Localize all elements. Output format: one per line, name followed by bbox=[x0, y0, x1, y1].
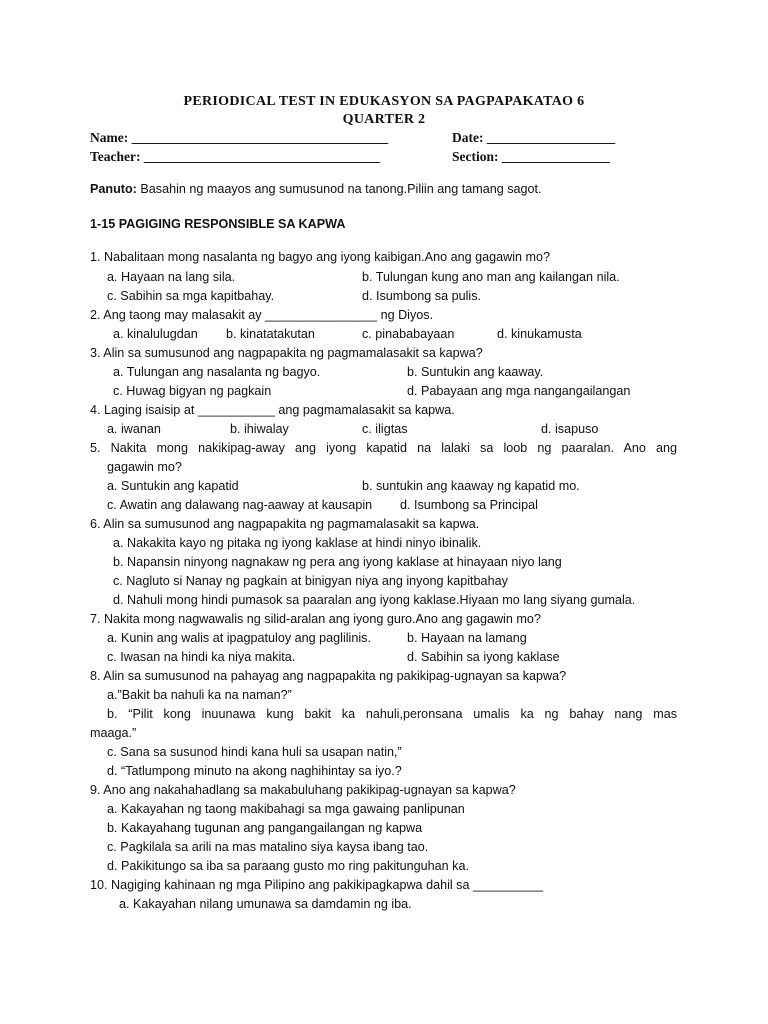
page-subtitle: QUARTER 2 bbox=[342, 112, 426, 127]
question-8: 8. Alin sa sumusunod na pahayag ang nagpapakita ng pakikipag-ugnayan sa kapwa? bbox=[90, 669, 567, 683]
q10-choice-a: a. Kakayahan nilang umunawa sa damdamin ng iba. bbox=[119, 897, 412, 911]
q4-choice-d: d. isapuso bbox=[541, 422, 599, 436]
question-2: 2. Ang taong may malasakit ay ________________ ng Diyos. bbox=[90, 308, 434, 322]
q6-choice-c: c. Nagluto si Nanay ng pagkain at binigyan niya ang inyong kapitbahay bbox=[113, 574, 508, 588]
q7-choice-a: a. Kunin ang walis at ipagpatuloy ang paglilinis. bbox=[107, 631, 371, 645]
q2-choice-b: b. kinatatakutan bbox=[226, 327, 315, 341]
question-7: 7. Nakita mong nagwawalis ng silid-aralan ang iyong guro.Ano ang gagawin mo? bbox=[90, 612, 541, 626]
q4-choice-b: b. ihiwalay bbox=[230, 422, 289, 436]
q8-choice-c: c. Sana sa susunod hindi kana huli sa usapan natin,” bbox=[107, 745, 402, 759]
question-1: 1. Nabalitaan mong nasalanta ng bagyo ang iyong kaibigan.Ano ang gagawin mo? bbox=[90, 250, 551, 264]
q2-choice-c: c. pinababayaan bbox=[362, 327, 455, 341]
q7-choice-c: c. Iwasan na hindi ka niya makita. bbox=[107, 650, 296, 664]
teacher-field: Teacher: ___________________________________ bbox=[90, 149, 381, 164]
q6-choice-d: d. Nahuli mong hindi pumasok sa paaralan ang iyong kaklase.Hiyaan mo lang siyang gumala. bbox=[113, 593, 636, 607]
q7-choice-d: d. Sabihin sa iyong kaklase bbox=[407, 650, 560, 664]
q8-choice-b: b. “Pilit kong inuunawa kung bakit ka nahuli,peronsana umalis ka ng bahay nang mas bbox=[107, 707, 677, 721]
page-title: PERIODICAL TEST IN EDUKASYON SA PAGPAPAKATAO 6 bbox=[183, 94, 585, 109]
q8-choice-a: a.”Bakit ba nahuli ka na naman?” bbox=[107, 688, 292, 702]
q4-choice-a: a. iwanan bbox=[107, 422, 161, 436]
q2-choice-d: d. kinukamusta bbox=[497, 327, 582, 341]
question-10: 10. Nagiging kahinaan ng mga Pilipino ang pakikipagkapwa dahil sa __________ bbox=[90, 878, 544, 892]
q9-choice-b: b. Kakayahang tugunan ang pangangailangan ng kapwa bbox=[107, 821, 423, 835]
q9-choice-d: d. Pakikitungo sa iba sa paraang gusto mo ring pakitunguhan ka. bbox=[107, 859, 469, 873]
q6-choice-b: b. Napansin ninyong nagnakaw ng pera ang iyong kaklase at hinayaan niyo lang bbox=[113, 555, 562, 569]
q9-choice-a: a. Kakayahan ng taong makibahagi sa mga gawaing panlipunan bbox=[107, 802, 465, 816]
name-field: Name: ______________________________________ bbox=[90, 130, 389, 145]
q3-choice-d: d. Pabayaan ang mga nangangailangan bbox=[407, 384, 631, 398]
q4-choice-c: c. iligtas bbox=[362, 422, 408, 436]
section-field: Section: ________________ bbox=[452, 149, 610, 164]
q5-choice-c: c. Awatin ang dalawang nag-aaway at kausapin bbox=[107, 498, 373, 512]
q8-choice-d: d. “Tatlumpong minuto na akong naghihintay sa iyo.? bbox=[107, 764, 402, 778]
q1-choice-c: c. Sabihin sa mga kapitbahay. bbox=[107, 289, 275, 303]
q1-choice-a: a. Hayaan na lang sila. bbox=[107, 270, 236, 284]
date-field: Date: ___________________ bbox=[452, 130, 616, 145]
q5-choice-d: d. Isumbong sa Principal bbox=[400, 498, 538, 512]
q6-choice-a: a. Nakakita kayo ng pitaka ng iyong kaklase at hindi ninyo ibinalik. bbox=[113, 536, 482, 550]
q3-choice-c: c. Huwag bigyan ng pagkain bbox=[113, 384, 272, 398]
question-6: 6. Alin sa sumusunod ang nagpapakita ng pagmamalasakit sa kapwa. bbox=[90, 517, 480, 531]
q3-choice-a: a. Tulungan ang nasalanta ng bagyo. bbox=[113, 365, 321, 379]
q5-choice-b: b. suntukin ang kaaway ng kapatid mo. bbox=[362, 479, 580, 493]
instructions-label: Panuto: bbox=[90, 182, 137, 196]
section-heading: 1-15 PAGIGING RESPONSIBLE SA KAPWA bbox=[90, 217, 346, 231]
question-4: 4. Laging isaisip at ___________ ang pagmamalasakit sa kapwa. bbox=[90, 403, 455, 417]
q1-choice-b: b. Tulungan kung ano man ang kailangan nila. bbox=[362, 270, 620, 284]
q9-choice-c: c. Pagkilala sa arili na mas matalino siya kaysa ibang tao. bbox=[107, 840, 429, 854]
q2-choice-a: a. kinalulugdan bbox=[113, 327, 198, 341]
q5-choice-a: a. Suntukin ang kapatid bbox=[107, 479, 239, 493]
q3-choice-b: b. Suntukin ang kaaway. bbox=[407, 365, 544, 379]
instructions bbox=[90, 182, 542, 197]
question-3: 3. Alin sa sumusunod ang nagpapakita ng pagmamalasakit sa kapwa? bbox=[90, 346, 483, 360]
instructions-text: Basahin ng maayos ang sumusunod na tanong.Piliin ang tamang sagot. bbox=[136, 182, 542, 196]
question-5-cont: gagawin mo? bbox=[107, 460, 182, 474]
q7-choice-b: b. Hayaan na lamang bbox=[407, 631, 527, 645]
question-9: 9. Ano ang nakahahadlang sa makabuluhang pakikipag-ugnayan sa kapwa? bbox=[90, 783, 516, 797]
q1-choice-d: d. Isumbong sa pulis. bbox=[362, 289, 482, 303]
q8-choice-b-cont: maaga.” bbox=[90, 726, 137, 740]
question-5: 5. Nakita mong nakikipag-away ang iyong kapatid na lalaki sa loob ng paaralan. Ano ang bbox=[90, 441, 677, 455]
